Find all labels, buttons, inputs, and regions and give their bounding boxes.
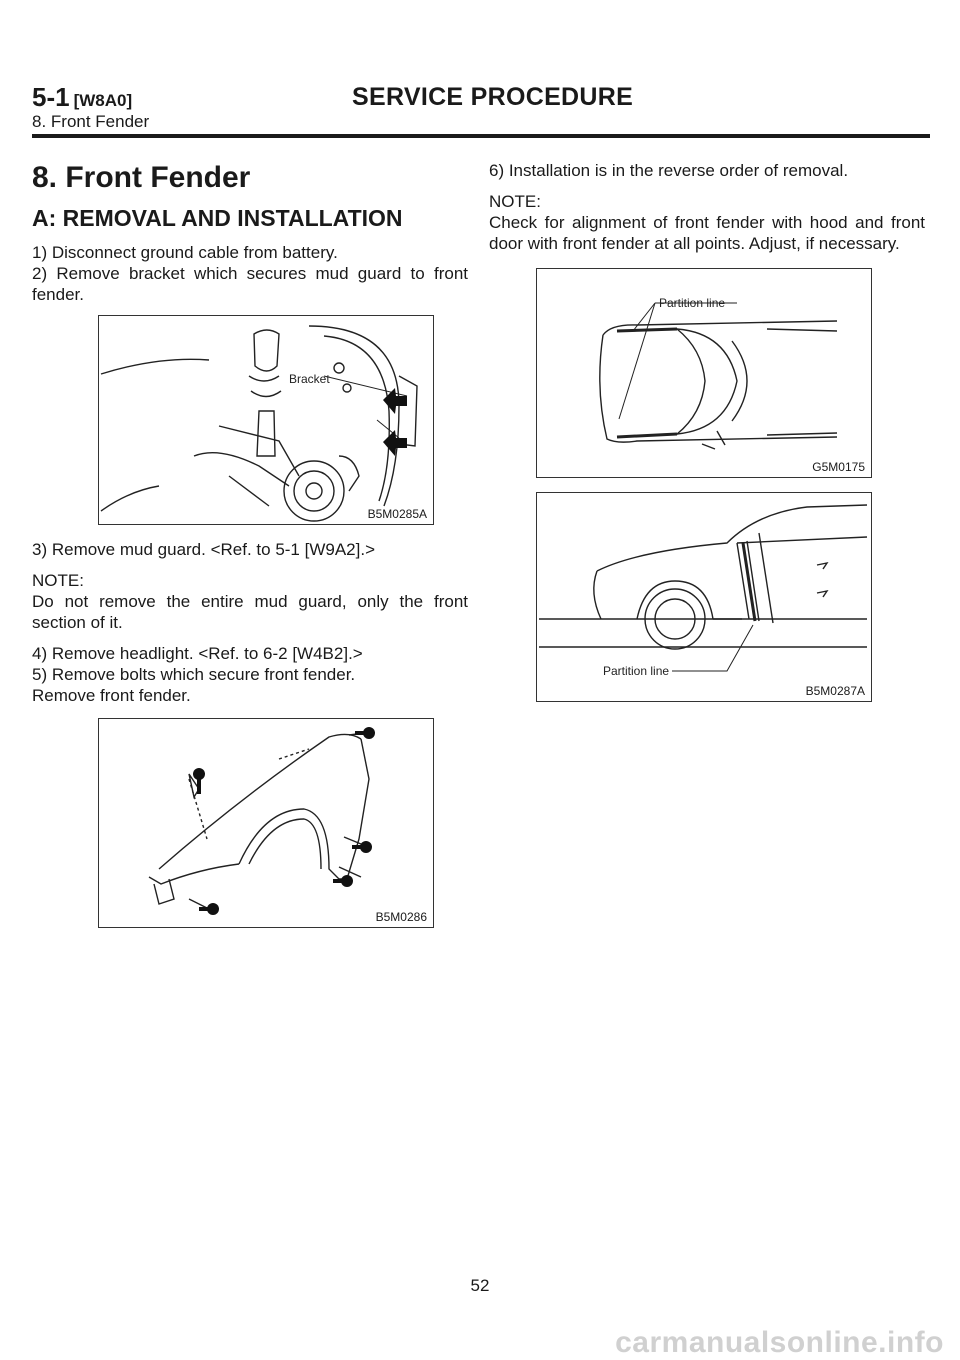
steps-4-5 — [32, 643, 468, 706]
note-1 — [32, 570, 468, 633]
step-5b: Remove front fender. — [32, 686, 191, 705]
watermark: carmanualsonline.info — [615, 1326, 944, 1359]
step-2: 2) Remove bracket which secures mud guard to front fender. — [32, 264, 468, 304]
step-3: 3) Remove mud guard. <Ref. to 5-1 [W9A2].> — [32, 540, 375, 559]
section-subtitle: A: REMOVAL AND INSTALLATION — [32, 205, 403, 231]
step-1: 1) Disconnect ground cable from battery. — [32, 243, 338, 262]
figure-id: B5M0287A — [805, 684, 865, 698]
figure-id: B5M0285A — [367, 507, 427, 521]
section-code: 5-1 [W8A0] — [32, 82, 133, 112]
callout-bracket: Bracket — [289, 372, 330, 386]
figure-id: G5M0175 — [812, 460, 865, 474]
car-top-illustration — [537, 269, 871, 477]
car-side-illustration — [537, 493, 871, 701]
page-number: 52 — [470, 1276, 490, 1295]
note-1-text: Do not remove the entire mud guard, only the front section of it. — [32, 592, 468, 632]
right-column — [489, 150, 925, 716]
callout-partition-line: Partition line — [603, 664, 670, 678]
section-code-sub: [W8A0] — [73, 91, 133, 110]
note-1-title: NOTE: — [32, 571, 84, 590]
suspension-illustration — [99, 316, 433, 524]
figure-fender-bolts — [98, 718, 434, 928]
header-title: SERVICE PROCEDURE — [352, 83, 634, 111]
footer-bar — [0, 1322, 960, 1357]
left-column — [32, 150, 468, 942]
note-2-title: NOTE: — [489, 192, 541, 211]
breadcrumb: 8. Front Fender — [32, 112, 150, 131]
bolt-icon — [193, 768, 205, 794]
figure-id: B5M0286 — [375, 910, 427, 924]
step-4: 4) Remove headlight. <Ref. to 6-2 [W4B2].> — [32, 644, 363, 663]
page-header — [32, 82, 930, 138]
figure-side-view — [536, 492, 872, 702]
figure-bracket — [98, 315, 434, 525]
callout-partition-line: Partition line — [659, 296, 726, 310]
figure-top-view — [536, 268, 872, 478]
fender-illustration — [99, 719, 433, 927]
arrow-icon — [383, 430, 407, 456]
header-rule — [32, 134, 930, 138]
note-2-text: Check for alignment of front fender with hood and front door with front fender at all points. Adjust, if necessary. — [489, 213, 925, 253]
section-title: 8. Front Fender — [32, 161, 251, 194]
note-2 — [489, 191, 925, 254]
step-5: 5) Remove bolts which secure front fender. — [32, 665, 356, 684]
step-6: 6) Installation is in the reverse order of removal. — [489, 161, 849, 180]
steps-1-2 — [32, 242, 468, 305]
